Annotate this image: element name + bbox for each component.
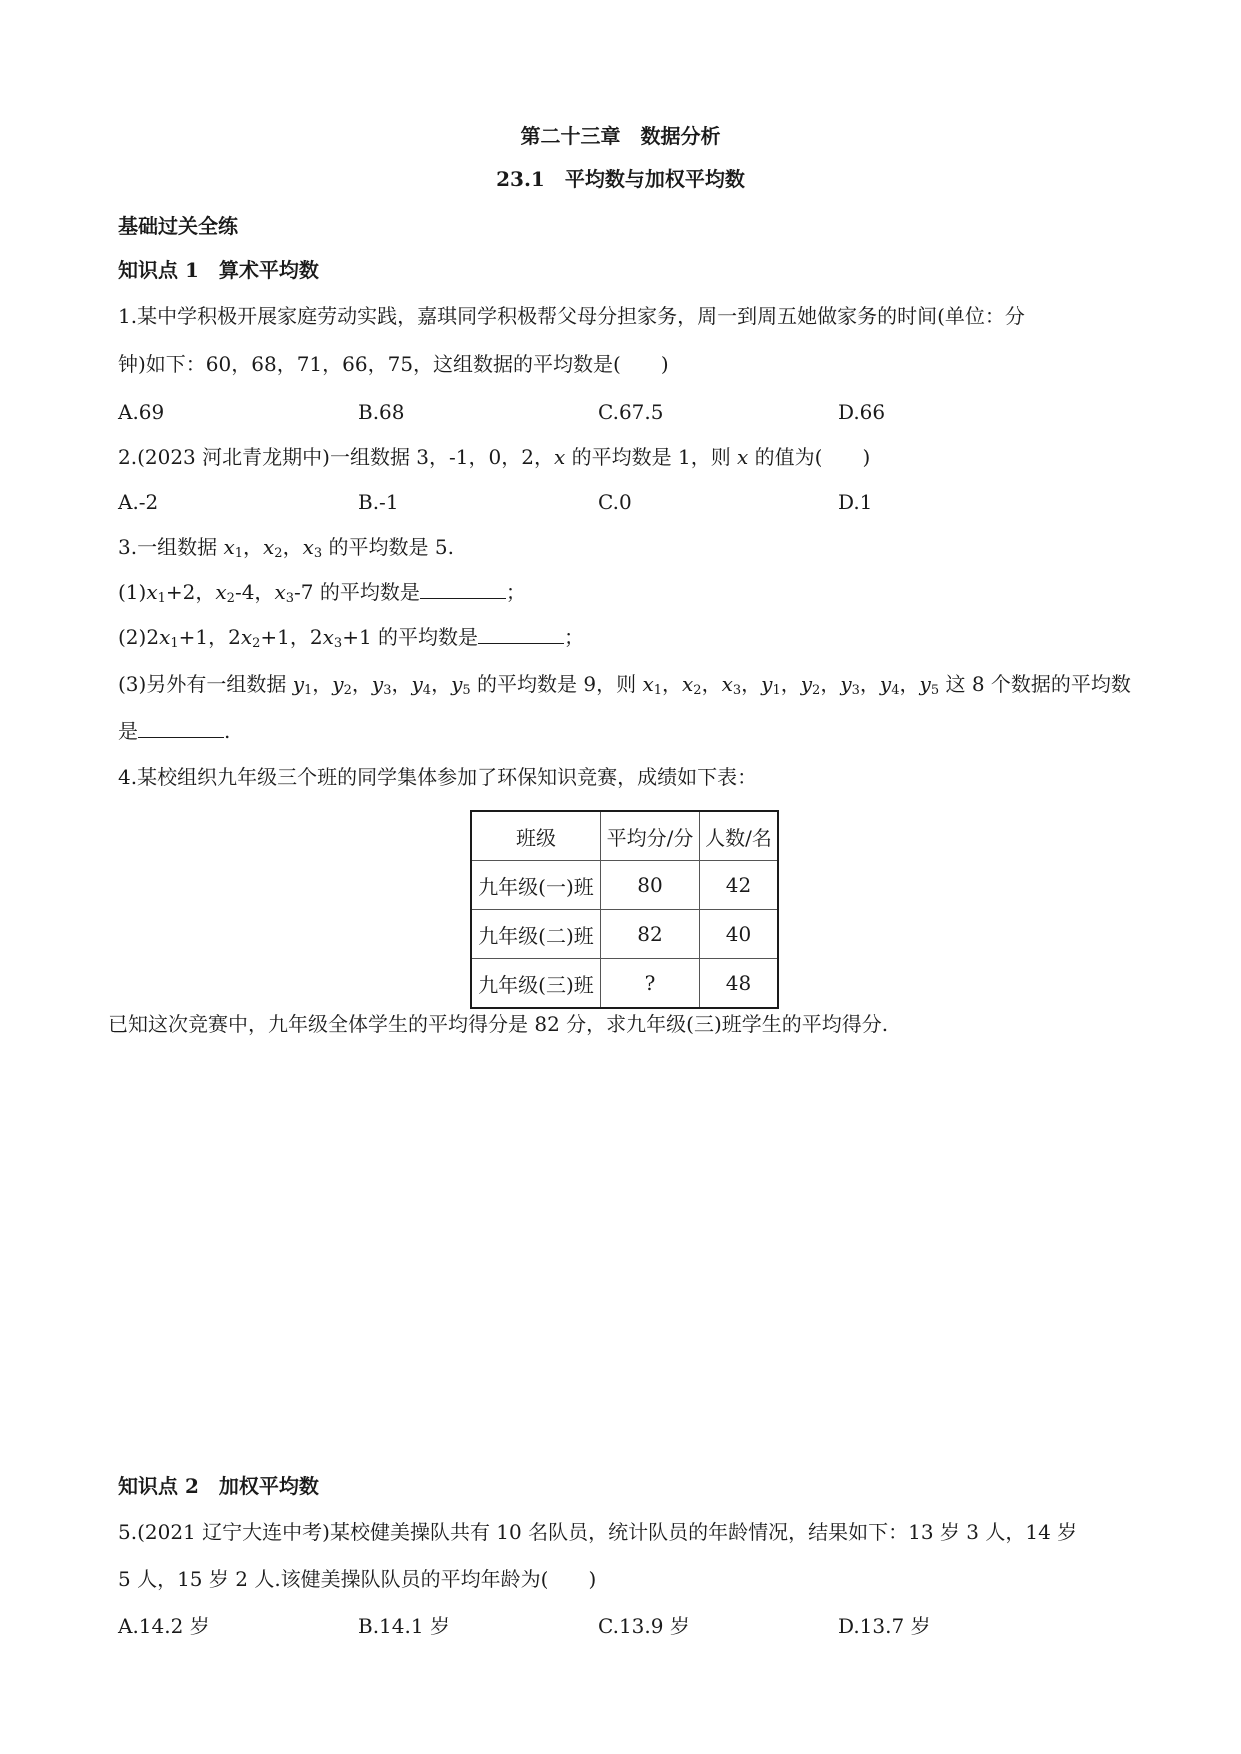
q5-line1: 5.(2021 辽宁大连中考)某校健美操队共有 10 名队员，统计队员的年龄情况，结果如下：13 岁 3 人，14 岁 xyxy=(118,1520,1078,1544)
q1-option-c: C.67.5 xyxy=(598,400,664,424)
table-header-row xyxy=(471,811,778,861)
score-table xyxy=(470,810,779,1009)
table-cell: 九年级(二)班 xyxy=(471,910,601,959)
table-header: 平均分/分 xyxy=(601,811,700,861)
q1-line1: 1.某中学积极开展家庭劳动实践，嘉琪同学积极帮父母分担家务，周一到周五她做家务的时间(单位：分 xyxy=(118,304,1025,328)
q2-option-a: A.-2 xyxy=(118,490,159,514)
table-cell: 九年级(一)班 xyxy=(471,861,601,910)
q3-sub2: $(2)2x_1+1$，$2x_2+1$，$2x_3+1$ 的平均数是 ； xyxy=(118,625,585,651)
q3-sub1-semicolon: ； xyxy=(505,580,526,604)
q3-sub3-line2-text: 是 xyxy=(118,719,138,743)
q3-sub2-semicolon: ； xyxy=(564,625,585,649)
table-cell: ? xyxy=(601,959,700,1009)
q3-sub3-line2 xyxy=(118,717,230,745)
knowledge-point-2: 知识点 2 加权平均数 xyxy=(118,1474,319,1498)
table-cell: 40 xyxy=(700,910,779,959)
q2-var: x xyxy=(553,445,566,469)
part-heading: 基础过关全练 xyxy=(118,214,238,238)
q2-option-b: B.-1 xyxy=(358,490,399,514)
q5-line2: 5 人，15 岁 2 人.该健美操队队员的平均年龄为( ) xyxy=(118,1567,597,1591)
table-cell: 82 xyxy=(601,910,700,959)
q3-sub1-blank[interactable] xyxy=(420,580,506,599)
q2-option-c: C.0 xyxy=(598,490,632,514)
table-row xyxy=(471,959,778,1009)
table-header: 人数/名 xyxy=(700,811,779,861)
table-row xyxy=(471,910,778,959)
q3-sub2-suffix: 的平均数是 xyxy=(371,625,479,649)
q2-part2: 的平均数是 1，则 xyxy=(565,445,738,469)
q3-sub3-prefix: (3)另外有一组数据 xyxy=(118,672,293,696)
q3-sub1-suffix: 的平均数是 xyxy=(313,580,420,604)
table-cell: 48 xyxy=(700,959,779,1009)
q3-sub3: (3)另外有一组数据 $y_1$，$y_2$，$y_3$，$y_4$，$y_5$ 的平均数是 9，则 $x_1$，$x_2$，$x_3$，$y_1$，$y_2$，$y_3$，$y_4$，$y_5$ 这 8 个数据的平均数 xyxy=(118,672,1131,698)
q2-stem xyxy=(118,443,870,471)
q3-intro-suffix: 的平均数是 5. xyxy=(322,535,454,559)
q3-sub2-blank[interactable] xyxy=(478,625,564,644)
q1-option-a: A.69 xyxy=(118,400,165,424)
q3-intro: 3.一组数据 $x_1$，$x_2$，$x_3$ 的平均数是 5. xyxy=(118,535,454,561)
q5-option-a: A.14.2 岁 xyxy=(118,1614,210,1638)
chapter-title: 第二十三章 数据分析 xyxy=(520,124,721,148)
q4-question: 已知这次竞赛中，九年级全体学生的平均得分是 82 分，求九年级(三)班学生的平均得分. xyxy=(108,1012,889,1036)
q1-option-b: B.68 xyxy=(358,400,405,424)
table-header: 班级 xyxy=(471,811,601,861)
q3-sub3-blank[interactable] xyxy=(138,719,224,738)
table-cell: 42 xyxy=(700,861,779,910)
q1-line2: 钟)如下：60，68，71，66，75，这组数据的平均数是( ) xyxy=(118,352,669,376)
q5-option-c: C.13.9 岁 xyxy=(598,1614,690,1638)
q5-option-d: D.13.7 岁 xyxy=(838,1614,931,1638)
knowledge-point-1: 知识点 1 算术平均数 xyxy=(118,258,319,282)
q3-sub2-prefix: (2) xyxy=(118,625,147,649)
q3-intro-prefix: 3.一组数据 xyxy=(118,535,224,559)
section-title: 23.1 平均数与加权平均数 xyxy=(496,167,745,191)
q2-part3: 的值为( ) xyxy=(748,445,871,469)
q3-sub1: $(1)x_1+2$，$x_2-4$，$x_3-7$ 的平均数是 ； xyxy=(118,580,526,606)
q3-sub1-prefix: (1) xyxy=(118,580,147,604)
q2-part1: 2.(2023 河北青龙期中)一组数据 3，-1，0，2， xyxy=(118,445,554,469)
table-cell: 80 xyxy=(601,861,700,910)
table-cell: 九年级(三)班 xyxy=(471,959,601,1009)
table-row xyxy=(471,861,778,910)
q3-sub3-suffix: 这 8 个数据的平均数 xyxy=(939,672,1131,696)
q3-sub3-period: . xyxy=(224,719,231,743)
q2-var-2: x xyxy=(737,445,749,469)
q4-intro: 4.某校组织九年级三个班的同学集体参加了环保知识竞赛，成绩如下表： xyxy=(118,765,758,789)
q1-option-d: D.66 xyxy=(838,400,886,424)
q5-option-b: B.14.1 岁 xyxy=(358,1614,450,1638)
q3-sub3-mid: 的平均数是 9，则 xyxy=(470,672,643,696)
q2-option-d: D.1 xyxy=(838,490,873,514)
